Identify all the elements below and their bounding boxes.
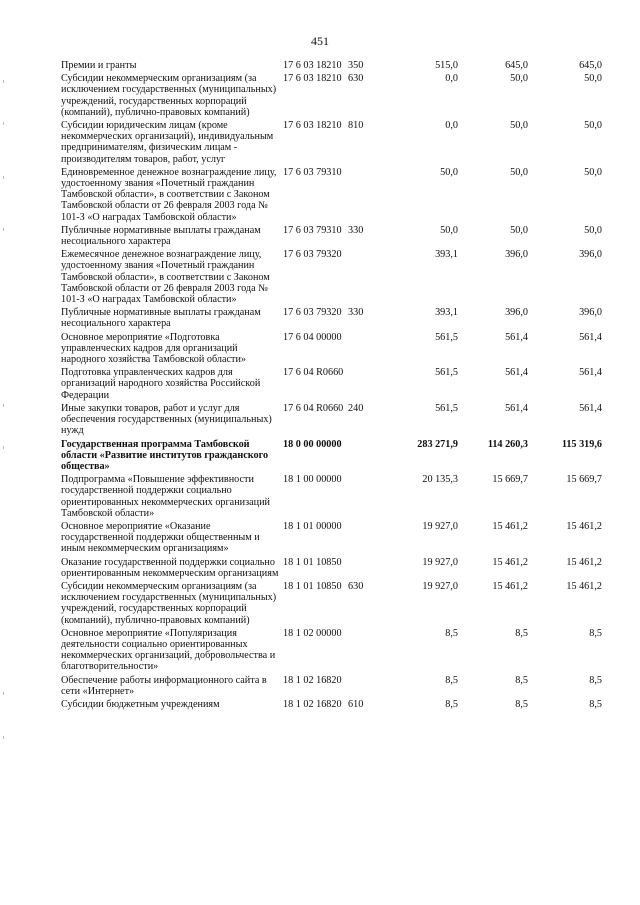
table-row bbox=[61, 120, 602, 167]
expense-type-code bbox=[348, 367, 388, 403]
amount-year-1: 8,5 bbox=[445, 698, 458, 710]
scan-speck bbox=[3, 176, 4, 179]
amount-year-2: 15 461,2 bbox=[492, 556, 528, 568]
target-article-code: 17 6 03 79320 bbox=[283, 307, 342, 319]
table-row bbox=[61, 403, 602, 439]
item-name: Публичные нормативные выплаты гражданам несоциального характера bbox=[61, 224, 261, 248]
amount-year-1: 8,5 bbox=[445, 674, 458, 686]
table-row bbox=[61, 73, 602, 120]
amount-year-2: 396,0 bbox=[505, 307, 528, 319]
table-row bbox=[61, 307, 602, 331]
table-row bbox=[61, 557, 602, 581]
target-article-code: 17 6 03 79320 bbox=[283, 249, 342, 261]
amount-year-1: 20 135,3 bbox=[422, 474, 458, 486]
expense-type-code bbox=[348, 167, 388, 225]
amount-year-1: 515,0 bbox=[435, 60, 458, 71]
item-name: Подпрограмма «Повышение эффективности государственной поддержки социально ориентированных некоммерческих организаций Тамбовской области» bbox=[61, 474, 271, 519]
amount-year-1: 393,1 bbox=[435, 249, 458, 261]
amount-year-3: 561,4 bbox=[579, 367, 602, 379]
target-article-code: 17 6 04 R0660 bbox=[283, 402, 344, 414]
amount-year-2: 15 669,7 bbox=[492, 474, 528, 486]
amount-year-1: 0,0 bbox=[445, 120, 458, 132]
amount-year-2: 8,5 bbox=[515, 627, 528, 639]
amount-year-2: 50,0 bbox=[510, 73, 528, 85]
item-name: Основное мероприятие «Оказание государственной поддержки общественным и иным некоммерческим организациям» bbox=[61, 520, 260, 555]
amount-year-1: 283 271,9 bbox=[417, 438, 458, 450]
amount-year-1: 393,1 bbox=[435, 307, 458, 319]
amount-year-3: 50,0 bbox=[584, 120, 602, 132]
amount-year-3: 15 669,7 bbox=[566, 474, 602, 486]
amount-year-2: 50,0 bbox=[510, 120, 528, 132]
expense-type-code bbox=[348, 332, 388, 368]
target-article-code: 17 6 03 18210 bbox=[283, 120, 342, 132]
target-article-code: 18 1 00 00000 bbox=[283, 474, 342, 486]
table-row bbox=[61, 60, 602, 73]
expense-type-code bbox=[348, 249, 388, 307]
amount-year-2: 8,5 bbox=[515, 698, 528, 710]
amount-year-2: 50,0 bbox=[510, 166, 528, 178]
item-name: Основное мероприятие «Подготовка управленческих кадров для организаций народного хозяйства Тамбовской области» bbox=[61, 331, 246, 366]
table-row bbox=[61, 249, 602, 307]
item-name: Премии и гранты bbox=[61, 60, 137, 71]
item-name: Подготовка управленческих кадров для организаций народного хозяйства Российской Федерации bbox=[61, 367, 261, 401]
amount-year-1: 19 927,0 bbox=[422, 556, 458, 568]
amount-year-1: 19 927,0 bbox=[422, 520, 458, 532]
amount-year-2: 50,0 bbox=[510, 224, 528, 236]
amount-year-3: 8,5 bbox=[589, 627, 602, 639]
scan-speck bbox=[3, 228, 4, 231]
table-row bbox=[61, 167, 602, 225]
target-article-code: 18 0 00 00000 bbox=[283, 438, 342, 450]
item-name: Основное мероприятие «Популяризация деятельности социально ориентированных некоммерческих организаций, добровольчества и благотворительности» bbox=[61, 627, 276, 673]
expense-type-code bbox=[348, 628, 388, 675]
amount-year-3: 561,4 bbox=[579, 402, 602, 414]
expense-type-code: 630 bbox=[348, 580, 364, 592]
table-row bbox=[61, 521, 602, 557]
expense-type-code bbox=[348, 439, 388, 475]
scan-speck bbox=[3, 692, 4, 695]
amount-year-3: 396,0 bbox=[579, 307, 602, 319]
item-name: Государственная программа Тамбовской области «Развитие институтов гражданского общества» bbox=[61, 438, 269, 472]
amount-year-1: 561,5 bbox=[435, 367, 458, 379]
amount-year-2: 561,4 bbox=[505, 367, 528, 379]
target-article-code: 18 1 02 16820 bbox=[283, 674, 342, 686]
amount-year-3: 15 461,2 bbox=[566, 520, 602, 532]
expense-type-code bbox=[348, 474, 388, 521]
budget-table bbox=[61, 60, 602, 712]
amount-year-3: 8,5 bbox=[589, 674, 602, 686]
target-article-code: 18 1 02 00000 bbox=[283, 627, 342, 639]
item-name: Иные закупки товаров, работ и услуг для обеспечения государственных (муниципальных) нужд bbox=[61, 402, 272, 437]
table-row bbox=[61, 628, 602, 675]
scan-speck bbox=[3, 80, 4, 83]
table-row bbox=[61, 367, 602, 403]
amount-year-3: 50,0 bbox=[584, 166, 602, 178]
table-row bbox=[61, 675, 602, 699]
target-article-code: 17 6 03 18210 bbox=[283, 60, 342, 71]
table-row bbox=[61, 699, 602, 712]
expense-type-code: 610 bbox=[348, 698, 364, 710]
amount-year-1: 50,0 bbox=[440, 166, 458, 178]
target-article-code: 17 6 04 R0660 bbox=[283, 367, 344, 379]
expense-type-code bbox=[348, 675, 388, 699]
item-name: Субсидии некоммерческим организациям (за исключением государственных (муниципальных) учреждений, государственных корпораций (компаний), публично-правовых компаний) bbox=[61, 73, 277, 118]
amount-year-1: 8,5 bbox=[445, 627, 458, 639]
expense-type-code: 330 bbox=[348, 224, 364, 236]
target-article-code: 17 6 03 18210 bbox=[283, 73, 342, 85]
table-row bbox=[61, 332, 602, 368]
item-name: Публичные нормативные выплаты гражданам несоциального характера bbox=[61, 307, 261, 330]
target-article-code: 17 6 04 00000 bbox=[283, 331, 342, 343]
amount-year-2: 114 260,3 bbox=[487, 438, 528, 450]
scan-speck bbox=[3, 404, 4, 407]
amount-year-2: 8,5 bbox=[515, 674, 528, 686]
expense-type-code: 350 bbox=[348, 60, 364, 71]
target-article-code: 18 1 01 00000 bbox=[283, 520, 342, 532]
expense-type-code: 240 bbox=[348, 402, 364, 414]
amount-year-1: 561,5 bbox=[435, 331, 458, 343]
amount-year-2: 15 461,2 bbox=[492, 520, 528, 532]
amount-year-1: 0,0 bbox=[445, 73, 458, 85]
amount-year-3: 645,0 bbox=[579, 60, 602, 71]
scan-speck bbox=[3, 122, 4, 125]
amount-year-3: 561,4 bbox=[579, 331, 602, 343]
amount-year-2: 561,4 bbox=[505, 331, 528, 343]
item-name: Субсидии бюджетным учреждениям bbox=[61, 698, 220, 710]
amount-year-2: 645,0 bbox=[505, 60, 528, 71]
item-name: Субсидии некоммерческим организациям (за исключением государственных (муниципальных) учреждений, государственных корпораций (компаний), публично-правовых компаний) bbox=[61, 580, 277, 626]
amount-year-1: 50,0 bbox=[440, 224, 458, 236]
target-article-code: 18 1 02 16820 bbox=[283, 698, 342, 710]
amount-year-3: 15 461,2 bbox=[566, 556, 602, 568]
expense-type-code bbox=[348, 557, 388, 581]
amount-year-3: 50,0 bbox=[584, 73, 602, 85]
expense-type-code: 630 bbox=[348, 73, 364, 85]
page-number: 451 bbox=[311, 34, 329, 48]
item-name: Субсидии юридическим лицам (кроме некоммерческих организаций), индивидуальным предпринимателям, физическим лицам - производителям товаров, работ, услуг bbox=[61, 120, 274, 165]
table-row bbox=[61, 225, 602, 249]
item-name: Ежемесячное денежное вознаграждение лицу, удостоенному звания «Почетный гражданин Тамбовской области», в соответствии с Законом Тамбовской области от 26 февраля 2003 года № 101-З «О наградах Тамбовской области» bbox=[61, 249, 270, 306]
amount-year-1: 19 927,0 bbox=[422, 580, 458, 592]
item-name: Единовременное денежное вознаграждение лицу, удостоенному звания «Почетный гражданин Тамбовской области», в соответствии с Законом Тамбовской области от 26 февраля 2003 года № 101-З «О наградах Тамбовской области» bbox=[61, 166, 277, 223]
budget-table-body bbox=[61, 60, 602, 712]
item-name: Оказание государственной поддержки социально ориентированным некоммерческим организациям bbox=[61, 556, 279, 579]
amount-year-3: 396,0 bbox=[579, 249, 602, 261]
table-row bbox=[61, 581, 602, 628]
expense-type-code: 810 bbox=[348, 120, 364, 132]
amount-year-3: 15 461,2 bbox=[566, 580, 602, 592]
scan-speck bbox=[3, 736, 4, 739]
target-article-code: 17 6 03 79310 bbox=[283, 166, 342, 178]
target-article-code: 17 6 03 79310 bbox=[283, 224, 342, 236]
amount-year-2: 396,0 bbox=[505, 249, 528, 261]
amount-year-3: 50,0 bbox=[584, 224, 602, 236]
expense-type-code bbox=[348, 521, 388, 557]
amount-year-3: 115 319,6 bbox=[561, 438, 602, 450]
scan-speck bbox=[3, 446, 4, 449]
amount-year-1: 561,5 bbox=[435, 402, 458, 414]
table-row bbox=[61, 474, 602, 521]
item-name: Обеспечение работы информационного сайта в сети «Интернет» bbox=[61, 674, 267, 697]
expense-type-code: 330 bbox=[348, 307, 364, 319]
target-article-code: 18 1 01 10850 bbox=[283, 580, 342, 592]
table-row bbox=[61, 439, 602, 475]
amount-year-2: 15 461,2 bbox=[492, 580, 528, 592]
target-article-code: 18 1 01 10850 bbox=[283, 556, 342, 568]
amount-year-3: 8,5 bbox=[589, 698, 602, 710]
amount-year-2: 561,4 bbox=[505, 402, 528, 414]
